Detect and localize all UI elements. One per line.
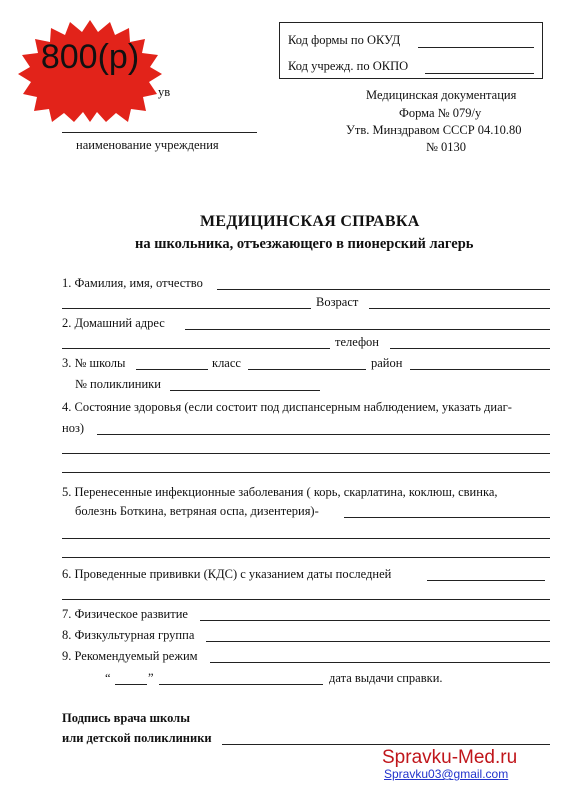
quote-close: ” <box>148 671 154 685</box>
field-4-line1 <box>97 434 550 435</box>
document-title: МЕДИЦИНСКАЯ СПРАВКА <box>200 213 420 230</box>
field-8-line <box>206 641 550 642</box>
field-2-label: 2. Домашний адрес <box>62 316 165 330</box>
field-1-label: 1. Фамилия, имя, отчество <box>62 276 203 290</box>
field-5-label-line1: 5. Перенесенные инфекционные заболевания ( корь, скарлатина, коклюш, свинка, <box>62 485 498 499</box>
field-9-line <box>210 662 550 663</box>
field-5-line1 <box>344 517 550 518</box>
district-line <box>410 369 550 370</box>
watermark-site: Spravku-Med.ru <box>382 747 518 768</box>
class-line <box>248 369 366 370</box>
field-1-line <box>217 289 550 290</box>
field-7-label: 7. Физическое развитие <box>62 607 188 621</box>
school-number-line <box>136 369 208 370</box>
quote-open: “ <box>105 671 111 685</box>
document-subtitle: на школьника, отъезжающего в пионерский лагерь <box>135 236 474 252</box>
field-6-line2 <box>62 599 550 600</box>
age-label: Возраст <box>316 295 359 309</box>
phone-line <box>390 348 550 349</box>
polyclinic-line <box>170 390 320 391</box>
district-label: район <box>371 356 403 370</box>
institution-label: наименование учреждения <box>76 138 219 152</box>
form-info-line1: Медицинская документация <box>366 88 517 102</box>
signature-line <box>222 744 550 745</box>
okpo-label: Код учрежд. по ОКПО <box>288 59 409 73</box>
field-4-label-line2: ноз) <box>62 421 85 435</box>
field-4-line3 <box>62 472 550 473</box>
price-text: 800(р) <box>40 38 140 76</box>
field-9-label: 9. Рекомендуемый режим <box>62 649 198 663</box>
field-7-line <box>200 620 550 621</box>
field-8-label: 8. Физкультурная группа <box>62 628 195 642</box>
okud-line <box>418 47 534 48</box>
class-label: класс <box>212 356 241 370</box>
okud-label: Код формы по ОКУД <box>288 33 401 47</box>
polyclinic-label: № поликлиники <box>75 377 161 391</box>
day-line <box>115 684 147 685</box>
watermark-email: Spravku03@gmail.com <box>384 767 509 781</box>
phone-label: телефон <box>335 335 379 349</box>
field-5-label-line2: болезнь Боткина, ветряная оспа, дизентерия)- <box>75 504 319 518</box>
signature-label-line1: Подпись врача школы <box>62 711 190 725</box>
age-line <box>369 308 550 309</box>
field-4-line2 <box>62 453 550 454</box>
field-5-line2 <box>62 538 550 539</box>
field-5-line3 <box>62 557 550 558</box>
issue-date-label: дата выдачи справки. <box>329 671 443 685</box>
month-year-line <box>159 684 323 685</box>
field-2-line <box>185 329 550 330</box>
form-info-line4: № 0130 <box>426 140 467 154</box>
okpo-line <box>425 73 534 74</box>
field-2-line2 <box>62 348 330 349</box>
field-3-label: 3. № школы <box>62 356 126 370</box>
field-1-line2 <box>62 308 311 309</box>
field-4-label-line1: 4. Состояние здоровья (если состоит под диспансерным наблюдением, указать диаг- <box>62 400 512 414</box>
form-info-line3: Утв. Минздравом СССР 04.10.80 <box>346 123 522 137</box>
signature-label-line2: или детской поликлиники <box>62 731 212 745</box>
field-6-label: 6. Проведенные прививки (КДС) с указанием даты последней <box>62 567 392 581</box>
field-6-line1 <box>427 580 545 581</box>
institution-partial-text: ув <box>158 85 171 99</box>
institution-line <box>62 132 257 133</box>
form-info-line2: Форма № 079/у <box>399 106 482 120</box>
